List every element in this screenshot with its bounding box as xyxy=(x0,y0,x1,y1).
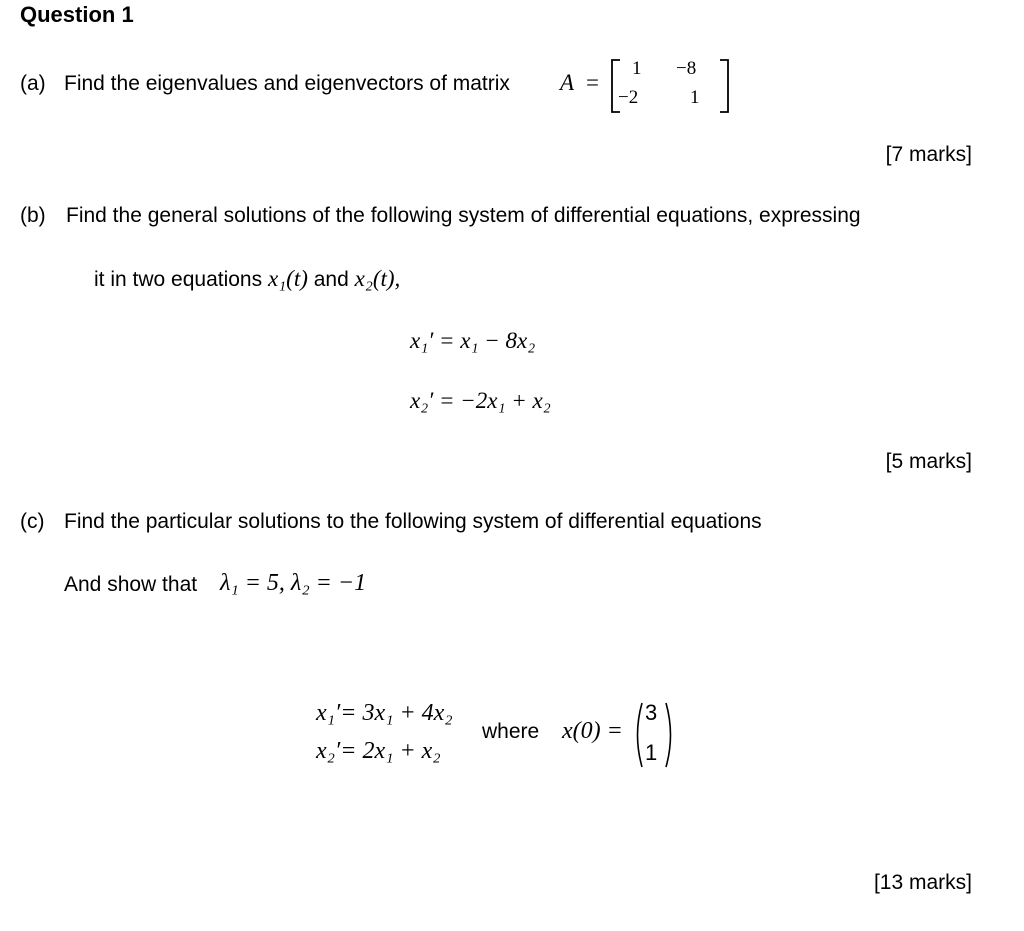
x2-of-t: x₂(t), xyxy=(354,266,401,291)
part-a-label: (a) xyxy=(20,72,46,95)
equals-sign: = xyxy=(586,70,599,95)
part-b-text2-pre: it in two equations xyxy=(94,268,263,291)
part-c-marks: [13 marks] xyxy=(873,871,972,894)
matrix-a11: 1 xyxy=(632,58,642,79)
part-b-text2 xyxy=(94,266,400,292)
left-paren xyxy=(638,703,643,767)
vector-v1: 3 xyxy=(645,700,658,725)
part-c-label: (c) xyxy=(20,510,45,533)
vector-v2: 1 xyxy=(645,740,658,765)
initial-condition: x(0) = xyxy=(562,718,623,744)
part-b-equation-2: x₂′ = −2x₁ + x₂ xyxy=(410,388,551,413)
question-title: Question 1 xyxy=(20,2,134,27)
matrix-a21: −2 xyxy=(618,87,639,108)
part-b-marks: [5 marks] xyxy=(885,450,972,473)
part-c-eigenvalues: λ₁ = 5, λ₂ = −1 xyxy=(220,570,367,596)
part-a-marks: [7 marks] xyxy=(885,143,972,166)
matrix-variable: A xyxy=(560,70,575,95)
part-b-label: (b) xyxy=(20,204,46,227)
and-word: and xyxy=(313,268,349,291)
part-b-text: Find the general solutions of the following system of differential equations, expressing xyxy=(66,204,861,227)
right-bracket xyxy=(720,60,728,112)
part-a-text: Find the eigenvalues and eigenvectors of matrix xyxy=(64,72,510,95)
part-b-equation-1: x₁′ = x₁ − 8x₂ xyxy=(410,328,536,353)
right-paren xyxy=(666,703,671,767)
where-word: where xyxy=(482,720,540,743)
matrix-a12: −8 xyxy=(676,58,697,79)
matrix-a22: 1 xyxy=(690,87,700,108)
part-c-equation-2: x₂′= 2x₁ + x₂ xyxy=(316,738,441,764)
part-c-equation-1: x₁′= 3x₁ + 4x₂ xyxy=(316,700,453,726)
x1-of-t: x₁(t) xyxy=(267,266,308,291)
part-c-text: Find the particular solutions to the following system of differential equations xyxy=(64,510,762,533)
part-c-show-text: And show that xyxy=(64,573,198,596)
